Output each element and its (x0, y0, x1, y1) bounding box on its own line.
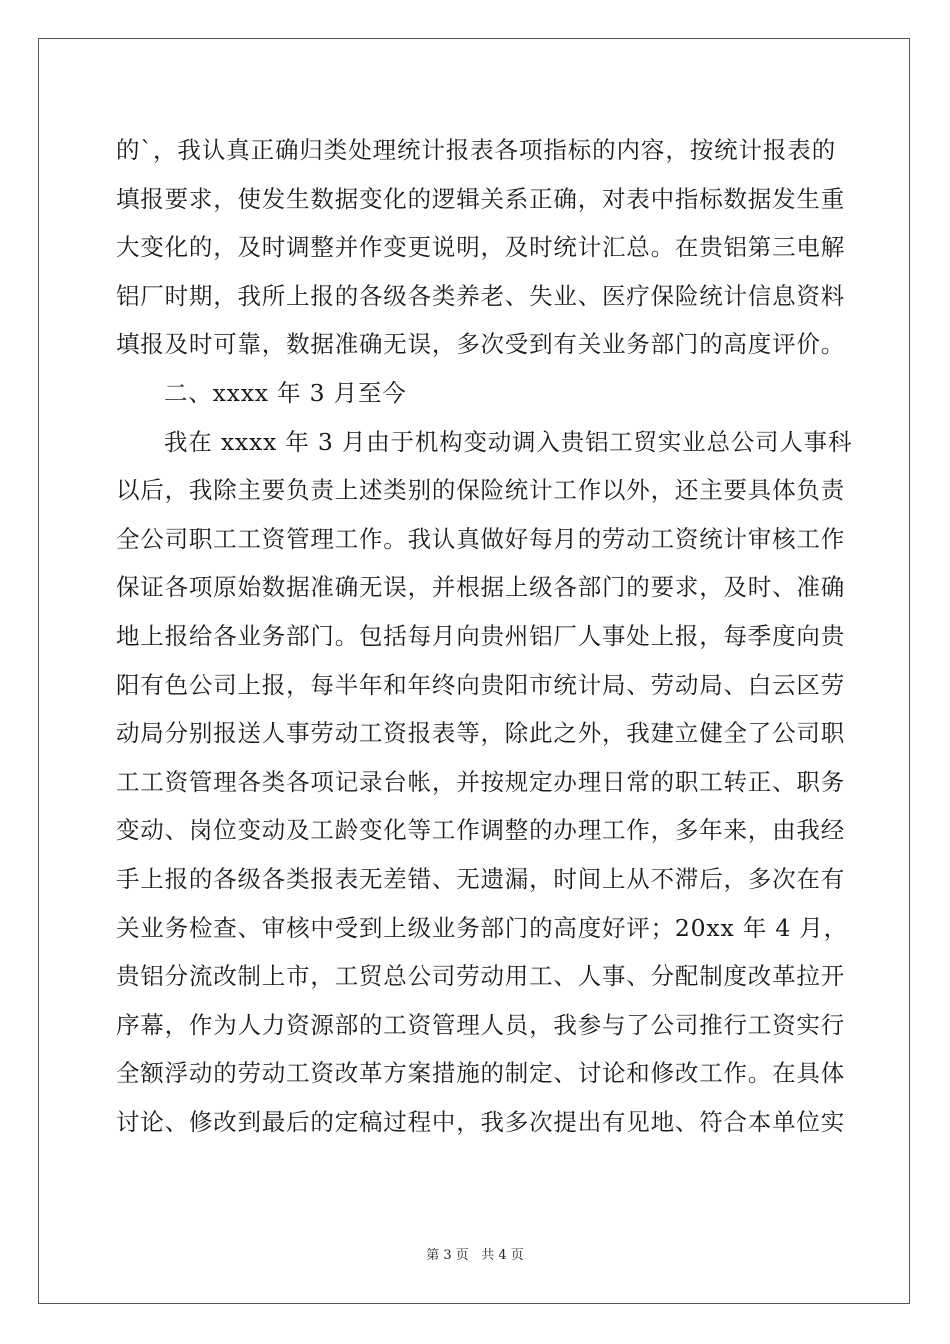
text-line: 铝厂时期，我所上报的各级各类养老、失业、医疗保险统计信息资料 (116, 281, 845, 310)
text-line: 二、xxxx 年 3 月至今 (164, 378, 407, 407)
text-line: 填报及时可靠，数据准确无误，多次受到有关业务部门的高度评价。 (116, 330, 845, 359)
text-line: 全额浮动的劳动工资改革方案措施的制定、讨论和修改工作。在具体 (116, 1059, 845, 1088)
text-line: 保证各项原始数据准确无误，并根据上级各部门的要求，及时、准确 (116, 573, 845, 602)
page-footer (0, 1248, 950, 1264)
text-line: 地上报给各业务部门。包括每月向贵州铝厂人事处上报，每季度向贵 (116, 621, 845, 650)
text-line: 序幕，作为人力资源部的工资管理人员，我参与了公司推行工资实行 (116, 1010, 845, 1039)
text-line: 大变化的，及时调整并作变更说明，及时统计汇总。在贵铝第三电解 (116, 233, 845, 262)
text-line: 的`，我认真正确归类处理统计报表各项指标的内容，按统计报表的 (116, 136, 836, 164)
text-line: 关业务检查、审核中受到上级业务部门的高度好评；20xx 年 4 月， (116, 913, 848, 942)
text-line: 动局分别报送人事劳动工资报表等，除此之外，我建立健全了公司职 (116, 719, 845, 748)
text-line: 全公司职工工资管理工作。我认真做好每月的劳动工资统计审核工作 (116, 524, 845, 553)
text-line: 手上报的各级各类报表无差错、无遗漏，时间上从不滞后，多次在有 (116, 864, 845, 893)
text-line: 讨论、修改到最后的定稿过程中，我多次提出有见地、符合本单位实 (116, 1107, 845, 1136)
text-line: 变动、岗位变动及工龄变化等工作调整的办理工作，多年来，由我经 (116, 816, 845, 845)
page-number: 第 3 页 (426, 1248, 469, 1263)
document-body (116, 126, 853, 1146)
text-line: 填报要求，使发生数据变化的逻辑关系正确，对表中指标数据发生重 (116, 184, 845, 213)
text-line: 以后，我除主要负责上述类别的保险统计工作以外，还主要具体负责 (116, 476, 845, 505)
text-line: 我在 xxxx 年 3 月由于机构变动调入贵铝工贸实业总公司人事科 (164, 427, 853, 456)
page-total: 共 4 页 (481, 1248, 524, 1263)
text-line: 阳有色公司上报，每半年和年终向贵阳市统计局、劳动局、白云区劳 (116, 670, 845, 699)
text-line: 工工资管理各类各项记录台帐，并按规定办理日常的职工转正、职务 (116, 767, 845, 796)
text-line: 贵铝分流改制上市，工贸总公司劳动用工、人事、分配制度改革拉开 (116, 962, 845, 991)
